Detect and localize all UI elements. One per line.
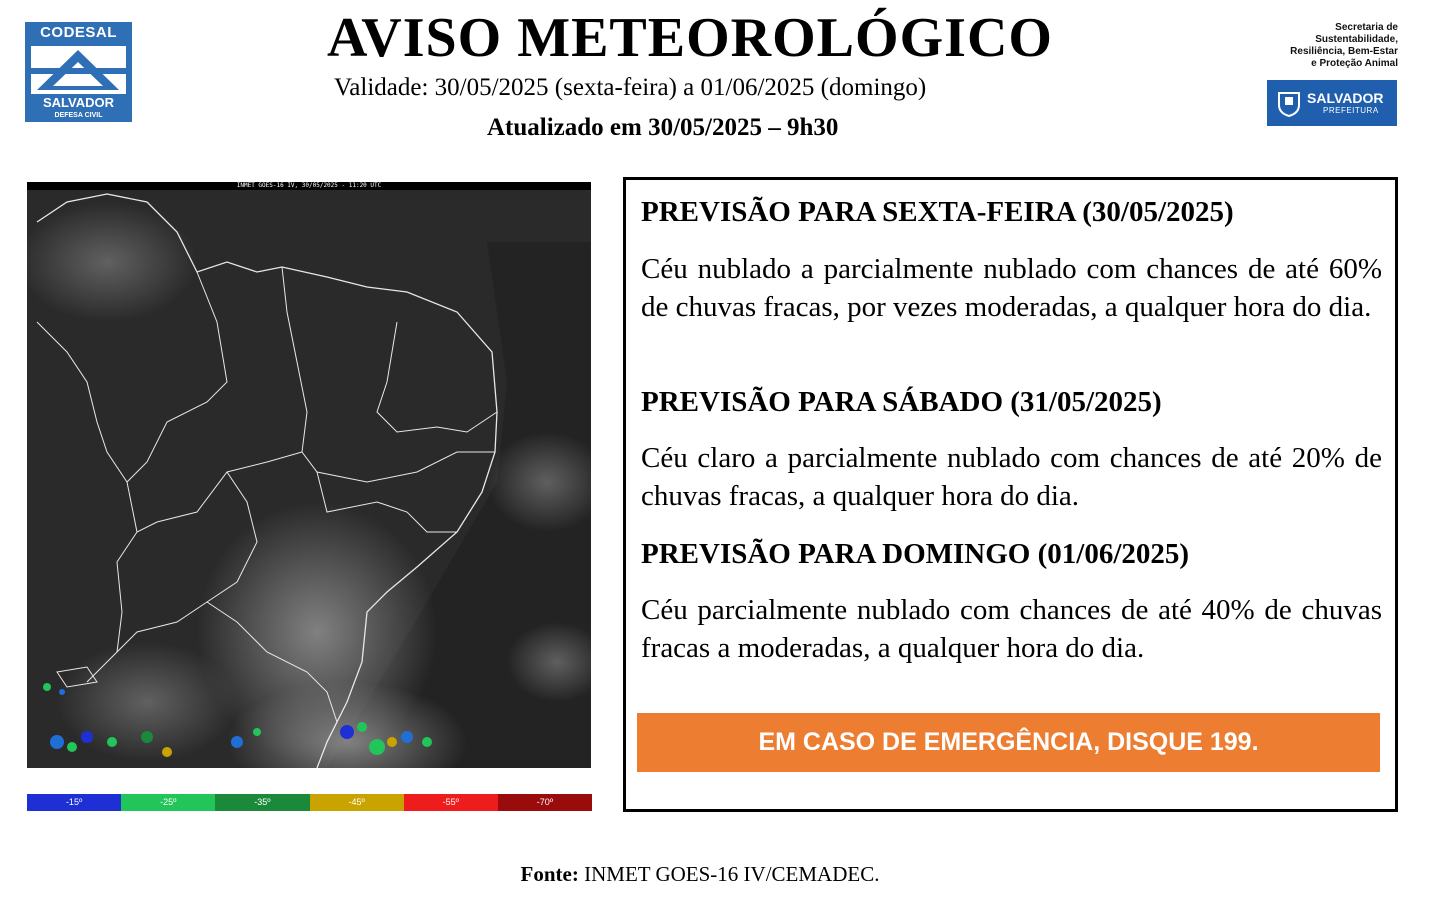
satellite-caption: INMET GOES-16 IV, 30/05/2025 - 11:20 UTC (27, 182, 591, 190)
forecast-panel (623, 177, 1398, 812)
codesal-emblem-icon (31, 46, 126, 94)
page-title: AVISO METEOROLÓGICO (327, 7, 1053, 69)
forecast-heading-saturday: PREVISÃO PARA SÁBADO (31/05/2025) (641, 386, 1162, 418)
secretaria-name (1268, 22, 1398, 70)
codesal-logo-sub: DEFESA CIVIL (54, 112, 103, 119)
forecast-text-saturday: Céu claro a parcialmente nublado com chances de até 20% de chuvas fracas, a qualquer hora do dia. (641, 442, 1382, 512)
forecast-text-friday: Céu nublado a parcialmente nublado com chances de até 60% de chuvas fracas, por vezes moderadas, a qualquer hora do dia. (641, 253, 1382, 323)
source-note (0, 860, 1400, 888)
prefeitura-salvador-logo (1267, 80, 1397, 126)
secretaria-line: Secretaria de (1335, 22, 1398, 33)
scale-segment: -15º (27, 794, 121, 811)
salvador-logo-name: SALVADOR (1307, 90, 1384, 106)
codesal-logo (25, 22, 132, 122)
secretaria-line: Resiliência, Bem-Estar (1290, 46, 1398, 57)
forecast-text-sunday: Céu parcialmente nublado com chances de até 40% de chuvas fracas a moderadas, a qualquer hora do dia. (641, 594, 1382, 664)
scale-segment: -45º (310, 794, 404, 811)
scale-segment: -70º (498, 794, 592, 811)
source-label: Fonte: (520, 862, 579, 886)
secretaria-line: e Proteção Animal (1311, 58, 1398, 69)
temperature-color-scale (27, 794, 592, 811)
forecast-heading-sunday: PREVISÃO PARA DOMINGO (01/06/2025) (641, 538, 1190, 570)
updated-text: Atualizado em 30/05/2025 – 9h30 (487, 114, 839, 141)
codesal-logo-city: SALVADOR (42, 95, 115, 110)
source-text: INMET GOES-16 IV/CEMADEC. (578, 862, 880, 886)
city-crest-icon (1277, 89, 1301, 117)
forecast-heading-friday: PREVISÃO PARA SEXTA-FEIRA (30/05/2025) (641, 196, 1234, 228)
secretaria-line: Sustentabilidade, (1315, 34, 1398, 45)
satellite-map (27, 182, 591, 768)
codesal-logo-title: CODESAL (40, 24, 117, 41)
satellite-image (27, 182, 591, 768)
salvador-logo-sub: PREFEITURA (1323, 106, 1379, 115)
emergency-banner: EM CASO DE EMERGÊNCIA, DISQUE 199. (637, 713, 1380, 772)
scale-segment: -35º (215, 794, 309, 811)
scale-segment: -25º (121, 794, 215, 811)
validity-text: Validade: 30/05/2025 (sexta-feira) a 01/06/2025 (domingo) (334, 74, 927, 101)
scale-segment: -55º (404, 794, 498, 811)
